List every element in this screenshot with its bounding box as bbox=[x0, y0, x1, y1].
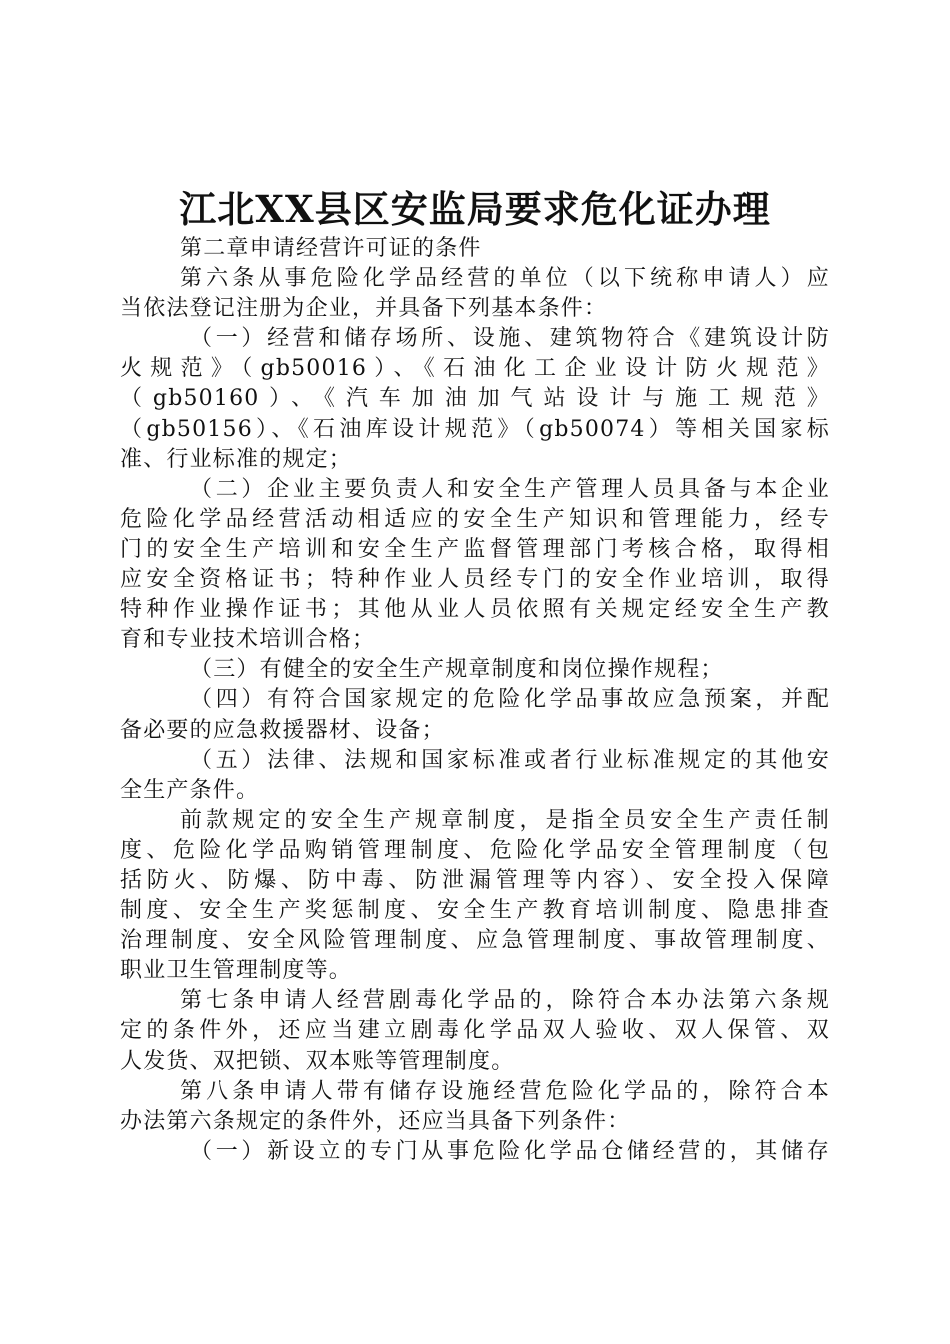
paragraph-line: 前款规定的安全生产规章制度，是指全员安全生产责任制 bbox=[180, 807, 830, 833]
paragraph-line: 制度、安全生产奖惩制度、安全生产教育培训制度、隐患排查 bbox=[120, 898, 830, 924]
paragraph-line: 第八条申请人带有储存设施经营危险化学品的，除符合本 bbox=[180, 1078, 830, 1104]
paragraph-line: 育和专业技术培训合格； bbox=[120, 627, 376, 653]
paragraph-line: 火规范》（gb50016）、《石油化工企业设计防火规范》 bbox=[120, 356, 830, 382]
paragraph-line: 第六条从事危险化学品经营的单位（以下统称申请人）应 bbox=[180, 266, 830, 292]
paragraph-line: 人发货、双把锁、双本账等管理制度。 bbox=[120, 1048, 515, 1074]
paragraph-line: 括防火、防爆、防中毒、防泄漏管理等内容）、安全投入保障 bbox=[120, 867, 830, 893]
paragraph-line: 当依法登记注册为企业，并具备下列基本条件： bbox=[120, 296, 608, 322]
paragraph-line: （四）有符合国家规定的危险化学品事故应急预案，并配 bbox=[190, 687, 830, 713]
paragraph-line: （gb50156）、《石油库设计规范》（gb50074）等相关国家标 bbox=[120, 416, 830, 442]
paragraph-line: 定的条件外，还应当建立剧毒化学品双人验收、双人保管、双 bbox=[120, 1018, 830, 1044]
paragraph-line: （五）法律、法规和国家标准或者行业标准规定的其他安 bbox=[190, 747, 830, 773]
paragraph-line: （一）新设立的专门从事危险化学品仓储经营的，其储存 bbox=[190, 1138, 830, 1164]
paragraph-line: 治理制度、安全风险管理制度、应急管理制度、事故管理制度、 bbox=[120, 928, 830, 954]
document-body bbox=[120, 234, 830, 1167]
paragraph-line: （gb50160）、《汽车加油加气站设计与施工规范》 bbox=[120, 386, 830, 412]
chapter-heading: 第二章申请经营许可证的条件 bbox=[180, 236, 482, 261]
paragraph-line: 特种作业操作证书；其他从业人员依照有关规定经安全生产教 bbox=[120, 597, 830, 623]
paragraph-line: （二）企业主要负责人和安全生产管理人员具备与本企业 bbox=[190, 476, 830, 502]
paragraph-line: （一）经营和储存场所、设施、建筑物符合《建筑设计防 bbox=[190, 326, 830, 352]
paragraph-line: 职业卫生管理制度等。 bbox=[120, 958, 353, 984]
paragraph-line: 应安全资格证书；特种作业人员经专门的安全作业培训，取得 bbox=[120, 567, 830, 593]
paragraph-line: 度、危险化学品购销管理制度、危险化学品安全管理制度（包 bbox=[120, 837, 830, 863]
paragraph-line: 全生产条件。 bbox=[120, 777, 260, 803]
paragraph-line: 办法第六条规定的条件外，还应当具备下列条件： bbox=[120, 1108, 631, 1134]
document-title: 江北XX县区安监局要求危化证办理 bbox=[179, 187, 771, 231]
paragraph-line: 危险化学品经营活动相适应的安全生产知识和管理能力，经专 bbox=[120, 506, 830, 532]
paragraph-line: 备必要的应急救援器材、设备； bbox=[120, 717, 445, 743]
paragraph-line: 第七条申请人经营剧毒化学品的，除符合本办法第六条规 bbox=[180, 988, 830, 1014]
paragraph-line: （三）有健全的安全生产规章制度和岗位操作规程； bbox=[190, 657, 724, 683]
paragraph-line: 门的安全生产培训和安全生产监督管理部门考核合格，取得相 bbox=[120, 536, 830, 562]
paragraph-line: 准、行业标准的规定； bbox=[120, 446, 353, 472]
